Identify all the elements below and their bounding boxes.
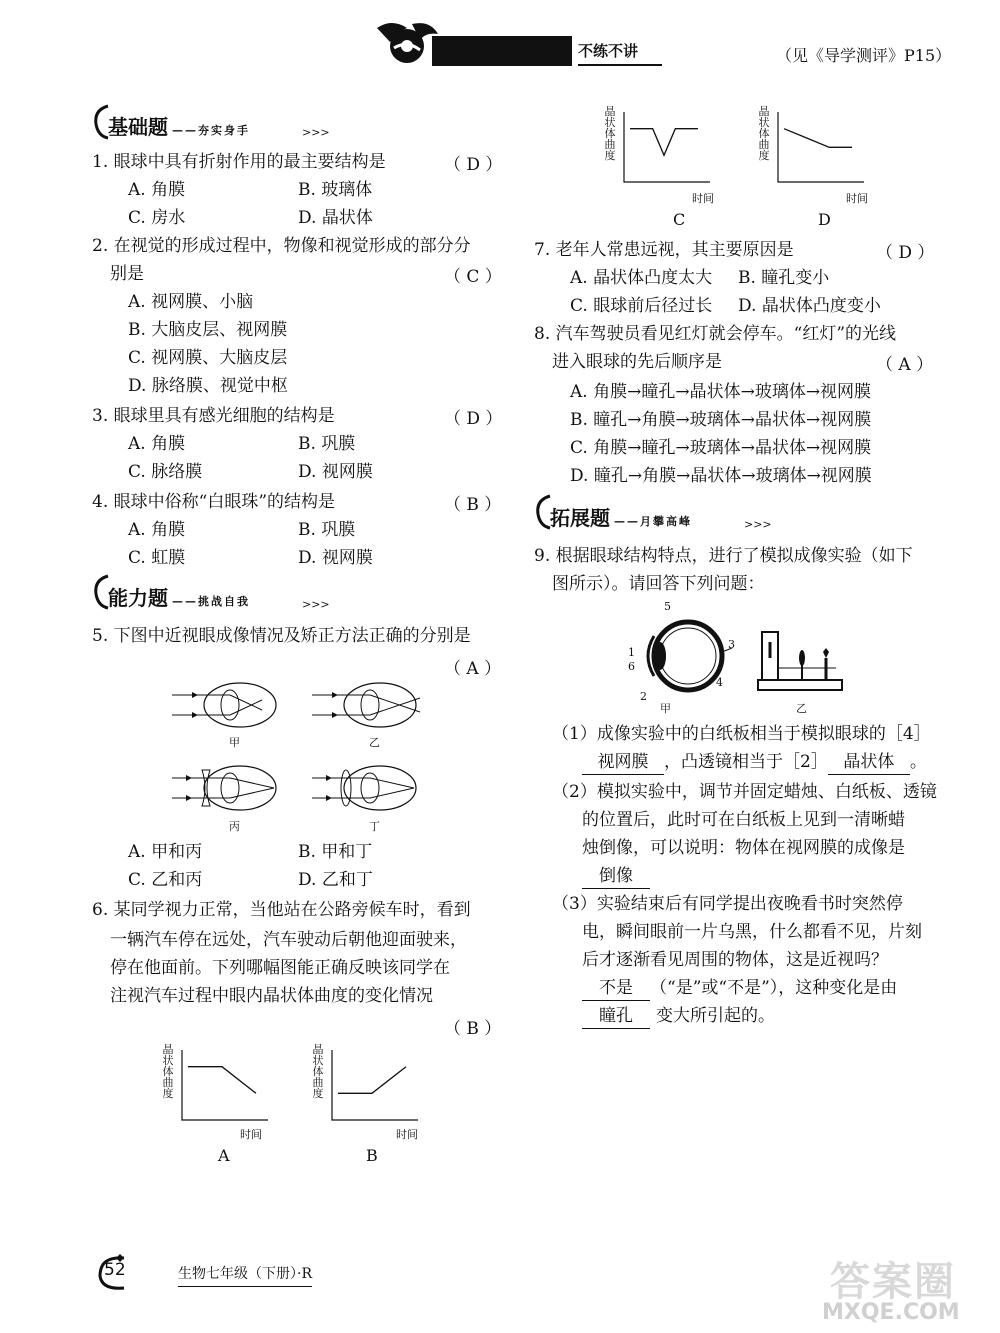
part-2-cont — [582, 864, 650, 889]
header-banner-bar — [432, 36, 572, 66]
section-title: 能力题 — [108, 586, 168, 610]
part-1-cont — [582, 750, 927, 775]
chart-plot — [180, 1048, 270, 1126]
option-d: D. 脉络膜、视觉中枢 — [128, 376, 288, 396]
fig-num: 6 — [628, 660, 635, 673]
answer: （ D ） — [876, 243, 935, 263]
answer-blank: 不是 — [582, 976, 650, 1001]
chart-series-line — [784, 129, 852, 148]
chart-caption: D — [818, 210, 831, 229]
question-stem: 2. 在视觉的形成过程中，物像和视觉形成的部分分 — [92, 236, 471, 256]
section-title: 基础题 — [108, 115, 168, 139]
chart-series-line — [188, 1067, 256, 1094]
part-2: （2）模拟实验中，调节并固定蜡烛、白纸板、透镜 — [552, 782, 937, 802]
chart-series-line — [630, 129, 698, 156]
question-stem: 5. 下图中近视眼成像情况及矫正方法正确的分别是 — [92, 626, 471, 646]
chart-ylabel: 晶状体曲度 — [162, 1043, 174, 1100]
question-stem-cont: 进入眼球的先后顺序是 — [552, 352, 722, 372]
watermark-site: MXQE.COM — [822, 1300, 960, 1325]
answer: （ B ） — [444, 1019, 502, 1039]
section-arrows: >>> — [302, 126, 330, 139]
section-subtitle: ——月攀高峰 — [614, 515, 692, 528]
chart-caption: B — [366, 1146, 378, 1165]
answer-blank: 瞳孔 — [582, 1004, 650, 1029]
option-a: A. 角膜 — [128, 520, 186, 540]
part-1: （1）成像实验中的白纸板相当于模拟眼球的［4］ — [552, 724, 931, 744]
figure-label: 丙 — [229, 820, 240, 833]
option-b: B. 大脑皮层、视网膜 — [128, 320, 288, 340]
answer: （ B ） — [444, 495, 502, 515]
option-a: A. 角膜 — [128, 180, 186, 200]
question-stem-cont: 停在他面前。下列哪幅图能正确反映该同学在 — [110, 958, 450, 978]
eye-diagram-ding — [312, 760, 422, 816]
figure-label: 乙 — [796, 702, 807, 715]
header-banner: 不练不讲 — [578, 38, 662, 66]
option-d: D. 晶状体凸度变小 — [738, 296, 881, 316]
part-2-cont: 的位置后，此时可在白纸板上见到一清晰蜡 — [582, 810, 905, 830]
chart-ylabel: 晶状体曲度 — [604, 105, 616, 162]
chart-xlabel: 时间 — [846, 192, 868, 205]
option-c: C. 眼球前后径过长 — [570, 296, 713, 316]
page-number: 52 — [104, 1260, 126, 1280]
answer-blank: 晶状体 — [828, 750, 910, 775]
answer-blank: 倒像 — [582, 864, 650, 889]
option-c: C. 视网膜、大脑皮层 — [128, 348, 288, 368]
fig-num: 3 — [728, 638, 735, 651]
section-title: 拓展题 — [550, 506, 610, 530]
eye-diagram-jia — [172, 680, 282, 730]
option-d: D. 晶状体 — [298, 208, 373, 228]
part-3: （3）实验结束后有同学提出夜晚看书时突然停 — [552, 894, 903, 914]
eye-diagram-bing — [172, 760, 282, 816]
option-d: D. 瞳孔→角膜→晶状体→玻璃体→视网膜 — [570, 466, 872, 486]
experiment-apparatus — [756, 628, 846, 694]
chart-axis — [332, 1050, 418, 1120]
answer-blank: 视网膜 — [582, 750, 664, 775]
watermark-logo: 答案圈 — [830, 1259, 956, 1305]
fig-num: 4 — [716, 676, 723, 689]
question-stem: 6. 某同学视力正常，当他站在公路旁候车时，看到 — [92, 900, 471, 920]
option-c: C. 虹膜 — [128, 548, 186, 568]
option-d: D. 视网膜 — [298, 462, 373, 482]
answer: （ C ） — [444, 267, 502, 287]
fig-num: 2 — [640, 690, 647, 703]
part-1-end: 。 — [909, 752, 927, 772]
question-stem-cont: 一辆汽车停在远处，汽车驶动后朝他迎面驶来， — [110, 930, 467, 950]
part-3-mid: （“是”或“不是”），这种变化是由 — [650, 978, 898, 998]
question-stem-cont: 图所示）。请回答下列问题： — [552, 574, 765, 594]
chart-series-line — [338, 1067, 406, 1094]
chart-ylabel: 晶状体曲度 — [758, 105, 770, 162]
option-b: B. 瞳孔变小 — [738, 268, 830, 288]
chart-axis — [182, 1050, 268, 1120]
part-2-cont: 烛倒像，可以说明：物体在视网膜的成像是 — [582, 838, 905, 858]
option-a: A. 视网膜、小脑 — [128, 292, 254, 312]
chart-plot — [622, 110, 712, 188]
option-b: B. 巩膜 — [298, 520, 356, 540]
question-stem: 9. 根据眼球结构特点，进行了模拟成像实验（如下 — [534, 546, 913, 566]
option-b: B. 玻璃体 — [298, 180, 373, 200]
option-b: B. 甲和丁 — [298, 842, 373, 862]
part-3-end: 变大所引起的。 — [656, 1006, 775, 1026]
chart-xlabel: 时间 — [240, 1128, 262, 1141]
option-c: C. 角膜→瞳孔→玻璃体→晶状体→视网膜 — [570, 438, 872, 458]
chart-plot — [330, 1048, 420, 1126]
section-subtitle: ——夯实身手 — [172, 124, 250, 137]
section-arrows: >>> — [302, 598, 330, 611]
question-stem: 3. 眼球里具有感光细胞的结构是 — [92, 406, 335, 426]
question-stem: 1. 眼球中具有折射作用的最主要结构是 — [92, 152, 386, 172]
question-stem-cont: 注视汽车过程中眼内晶状体曲度的变化情况 — [110, 986, 433, 1006]
answer: （ D ） — [444, 409, 503, 429]
part-1-mid: ，凸透镜相当于［2］ — [664, 752, 828, 772]
header-ref: （见《导学测评》P15） — [776, 46, 952, 65]
option-b: B. 瞳孔→角膜→玻璃体→晶状体→视网膜 — [570, 410, 872, 430]
part-3-cont — [582, 976, 897, 1001]
option-b: B. 巩膜 — [298, 434, 356, 454]
eye-diagram-yi — [312, 680, 422, 730]
chart-plot — [776, 110, 866, 188]
fig-num: 1 — [628, 646, 635, 659]
book-title: 生物七年级（下册）·R — [178, 1262, 312, 1287]
question-stem-cont: 别是 — [110, 264, 144, 284]
option-c: C. 乙和丙 — [128, 870, 203, 890]
option-a: A. 晶状体凸度太大 — [570, 268, 713, 288]
figure-label: 甲 — [229, 736, 240, 749]
option-c: C. 房水 — [128, 208, 186, 228]
chart-xlabel: 时间 — [396, 1128, 418, 1141]
answer: （ A ） — [876, 355, 934, 375]
part-3-cont — [582, 1004, 775, 1029]
chart-ylabel: 晶状体曲度 — [312, 1043, 324, 1100]
chart-caption: A — [218, 1146, 230, 1165]
question-stem: 7. 老年人常患远视，其主要原因是 — [534, 240, 794, 260]
option-a: A. 角膜 — [128, 434, 186, 454]
option-a: A. 甲和丙 — [128, 842, 203, 862]
figure-label: 乙 — [369, 736, 380, 749]
fig-num: 5 — [664, 600, 671, 613]
answer: （ D ） — [444, 155, 503, 175]
question-stem: 8. 汽车驾驶员看见红灯就会停车。“红灯”的光线 — [534, 324, 897, 344]
option-d: D. 视网膜 — [298, 548, 373, 568]
answer: （ A ） — [444, 659, 502, 679]
option-a: A. 角膜→瞳孔→晶状体→玻璃体→视网膜 — [570, 382, 872, 402]
question-stem: 4. 眼球中俗称“白眼珠”的结构是 — [92, 492, 336, 512]
chart-caption: C — [673, 210, 686, 229]
figure-label: 甲 — [660, 702, 671, 715]
figure-label: 丁 — [369, 820, 380, 833]
chart-xlabel: 时间 — [692, 192, 714, 205]
part-3-cont: 后才逐渐看见周围的物体，这是近视吗？ — [582, 950, 888, 970]
part-3-cont: 电，瞬间眼前一片乌黑，什么都看不见，片刻 — [582, 922, 922, 942]
option-d: D. 乙和丁 — [298, 870, 373, 890]
option-c: C. 脉络膜 — [128, 462, 203, 482]
section-subtitle: ——挑战自我 — [172, 595, 250, 608]
section-arrows: >>> — [744, 518, 772, 531]
